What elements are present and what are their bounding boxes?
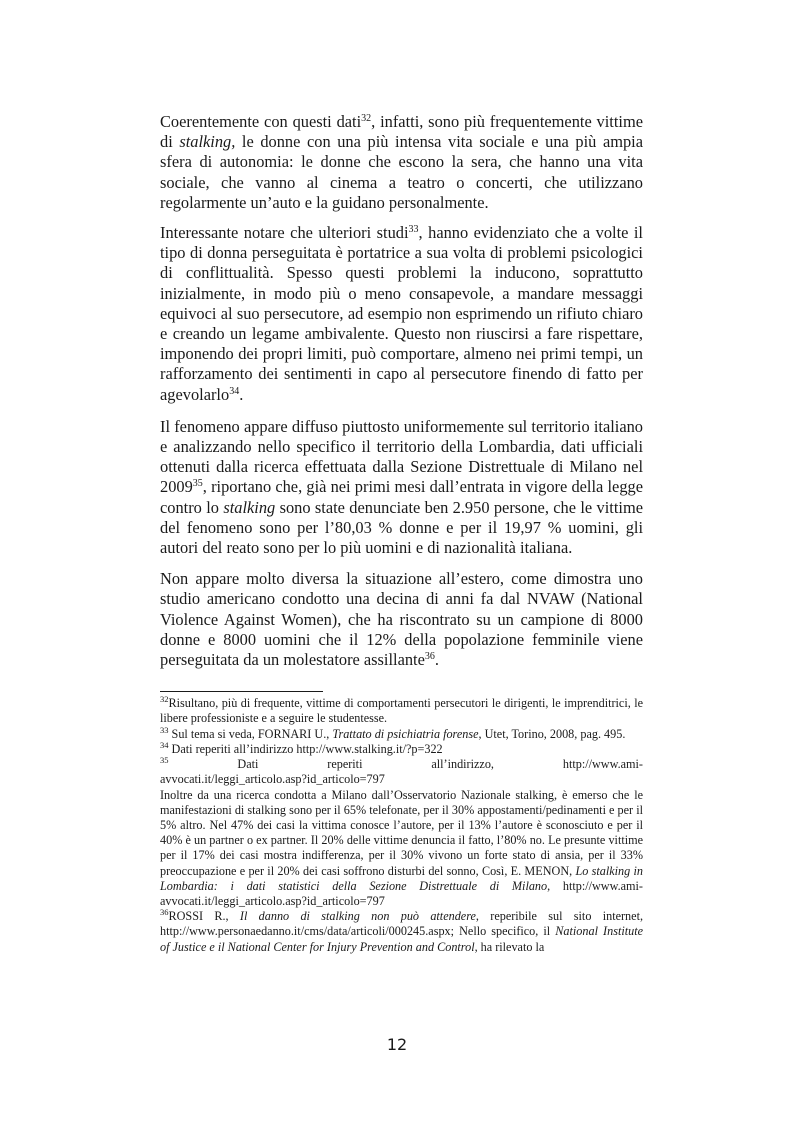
footnote-number-wrap [160,757,169,772]
page-number: 12 [386,1035,408,1054]
footnote-text-c: , ha rilevato la [474,939,545,954]
footnote-number: 32 [160,694,169,705]
paragraph-4 [160,569,643,670]
footnote-article-title: Il danno di stalking non può attendere [239,909,476,924]
footnote-33 [160,724,643,742]
footnote-text-b: , reperibile sul sito internet, http://www.personaedanno.it/cms/data/articoli/000245.aspx; Nello specifico, il [160,909,643,939]
p1-text-c: le donne con una più intensa vita sociale e una più ampia sfera di autonomia: le donne che escono la sera, che hanno una vita sociale, che vanno al cinema a teatro o concerti, che utilizzano regolarmente un’auto e la guidano personalmente. [160,132,643,212]
p1-emphasis: stalking, [179,132,236,152]
paragraph-1 [160,112,643,213]
footnote-ref-36[interactable]: 36 [424,651,435,663]
footnote-35-first-line [160,757,643,772]
p3-text-b: , riportano che, già nei primi mesi dall’entrata in vigore della legge contro lo [160,477,643,517]
p4-text-c: . [434,650,440,670]
footnote-url-start[interactable]: http://www.ami- [562,757,643,772]
footnote-number: 34 [160,739,169,750]
p3-emphasis: stalking [223,497,276,517]
footnote-number: 36 [160,907,169,918]
footnote-35-body [160,788,643,910]
p2-text-c: . [239,384,244,404]
footnote-text-b[interactable]: , http://www.ami-avvocati.it/leggi_articolo.asp?id_articolo=797 [160,878,643,908]
paragraph-2 [160,223,643,405]
footnote-text-a: ROSSI R., [168,909,240,924]
p2-text-b: , hanno evidenziato che a volte il tipo di donna perseguitata è portatrice a sua volta di problemi psicologici di conflittualità. Spesso questi problemi la inducono, soprattutto inizialmente, in modo più o meno consapevole, a mandare messaggi equivoci al suo persecutore, ad esempio non esprimendo un rifiuto chiaro e creando un legame ambivalente. Questo non riuscirsi a fare rispettare, imponendo dei propri limiti, può comportare, almeno nei primi tempi, un rafforzamento dei sentimenti in capo al persecutore finendo di fatto per agevolarlo [160,223,643,404]
p3-text-c: sono state denunciate ben 2.950 persone, che le vittime del fenomeno sono per l’80,03 % donne e per il 19,97 % uomini, gli autori del reato sono per lo più uomini e di nazionalità italiana. [160,497,643,558]
footnote-institution-names: National Institute of Justice e il National Center for Injury Prevention and Control [160,924,643,954]
footnote-text-link[interactable]: Dati reperiti all’indirizzo http://www.stalking.it/?p=322 [168,741,443,756]
footnote-ref-35[interactable]: 35 [192,478,203,490]
footnote-text-b: , Utet, Torino, 2008, pag. 495. [478,726,626,741]
footnote-article-title: Lo stalking in Lombardia: i dati statistici della Sezione Distrettuale di Milano [160,863,643,893]
footnote-text-a: Sul tema si veda, FORNARI U., [168,726,333,741]
footnote-word: Dati [237,757,259,772]
footnote-word: all’indirizzo, [431,757,494,772]
footnote-number: 35 [160,755,169,766]
footnote-separator [160,691,323,692]
p4-text-a: Non appare molto diversa la situazione all’estero, come dimostra uno studio americano condotto una decina di anni fa dal NVAW (National Violence Against Women), che ha riscontrato su un campione di 8000 donne e 8000 uomini che il 12% della popolazione femminile viene perseguitata da un molestatore assillante [160,569,643,670]
footnote-book-title: Trattato di psichiatria forense [332,726,479,741]
footnote-url-end[interactable]: avvocati.it/leggi_articolo.asp?id_articolo=797 [160,772,385,787]
footnotes [160,696,643,954]
footnote-32 [160,696,643,726]
footnote-number: 33 [160,724,169,735]
footnote-ref-34[interactable]: 34 [229,385,240,397]
footnote-36 [160,909,643,955]
footnote-text: Risultano, più di frequente, vittime di comportamenti persecutori le dirigenti, le imprenditrici, le libere professioniste e a seguire le studentesse. [160,696,643,726]
footnote-35-url-continuation [160,772,643,787]
footnote-34 [160,739,643,757]
page-body [160,112,643,955]
footnote-text-a: Inoltre da una ricerca condotta a Milano dall’Osservatorio Nazionale stalking, è emerso che le manifestazioni di stalking sono per il 65% telefonate, per il 30% appostamenti/pedinamenti e per il 5% altro. Nel 47% dei casi la vittima conosce l’autore, per il 13% l’autore è sconosciuto e per il 40% è un partner o ex partner. Il 20% delle vittime denuncia il fatto, l’80% no. Le presunte vittime per il 17% dei casi mostra indifferenza, per il 30% vivono un forte stato di ansia, per il 33% preoccupazione e per il 20% dei casi soffrono disturbi del sonno, Così, E. MENON, [160,787,643,878]
footnote-ref-33[interactable]: 33 [408,224,419,236]
p1-text-a: Coerentemente con questi dati [160,112,362,131]
p1-text-b: , infatti, sono più frequentemente vittime di [160,112,643,152]
p2-text-a: Interessante notare che ulteriori studi [160,223,409,243]
footnote-word: reperiti [327,757,363,772]
paragraph-3 [160,417,643,558]
p3-text-a: Il fenomeno appare diffuso piuttosto uniformemente sul territorio italiano e analizzando nello specifico il territorio della Lombardia, dati ufficiali ottenuti dalla ricerca effettuata dalla Sezione Distrettuale di Milano nel 2009 [160,416,643,497]
footnote-ref-32[interactable]: 32 [361,113,372,124]
